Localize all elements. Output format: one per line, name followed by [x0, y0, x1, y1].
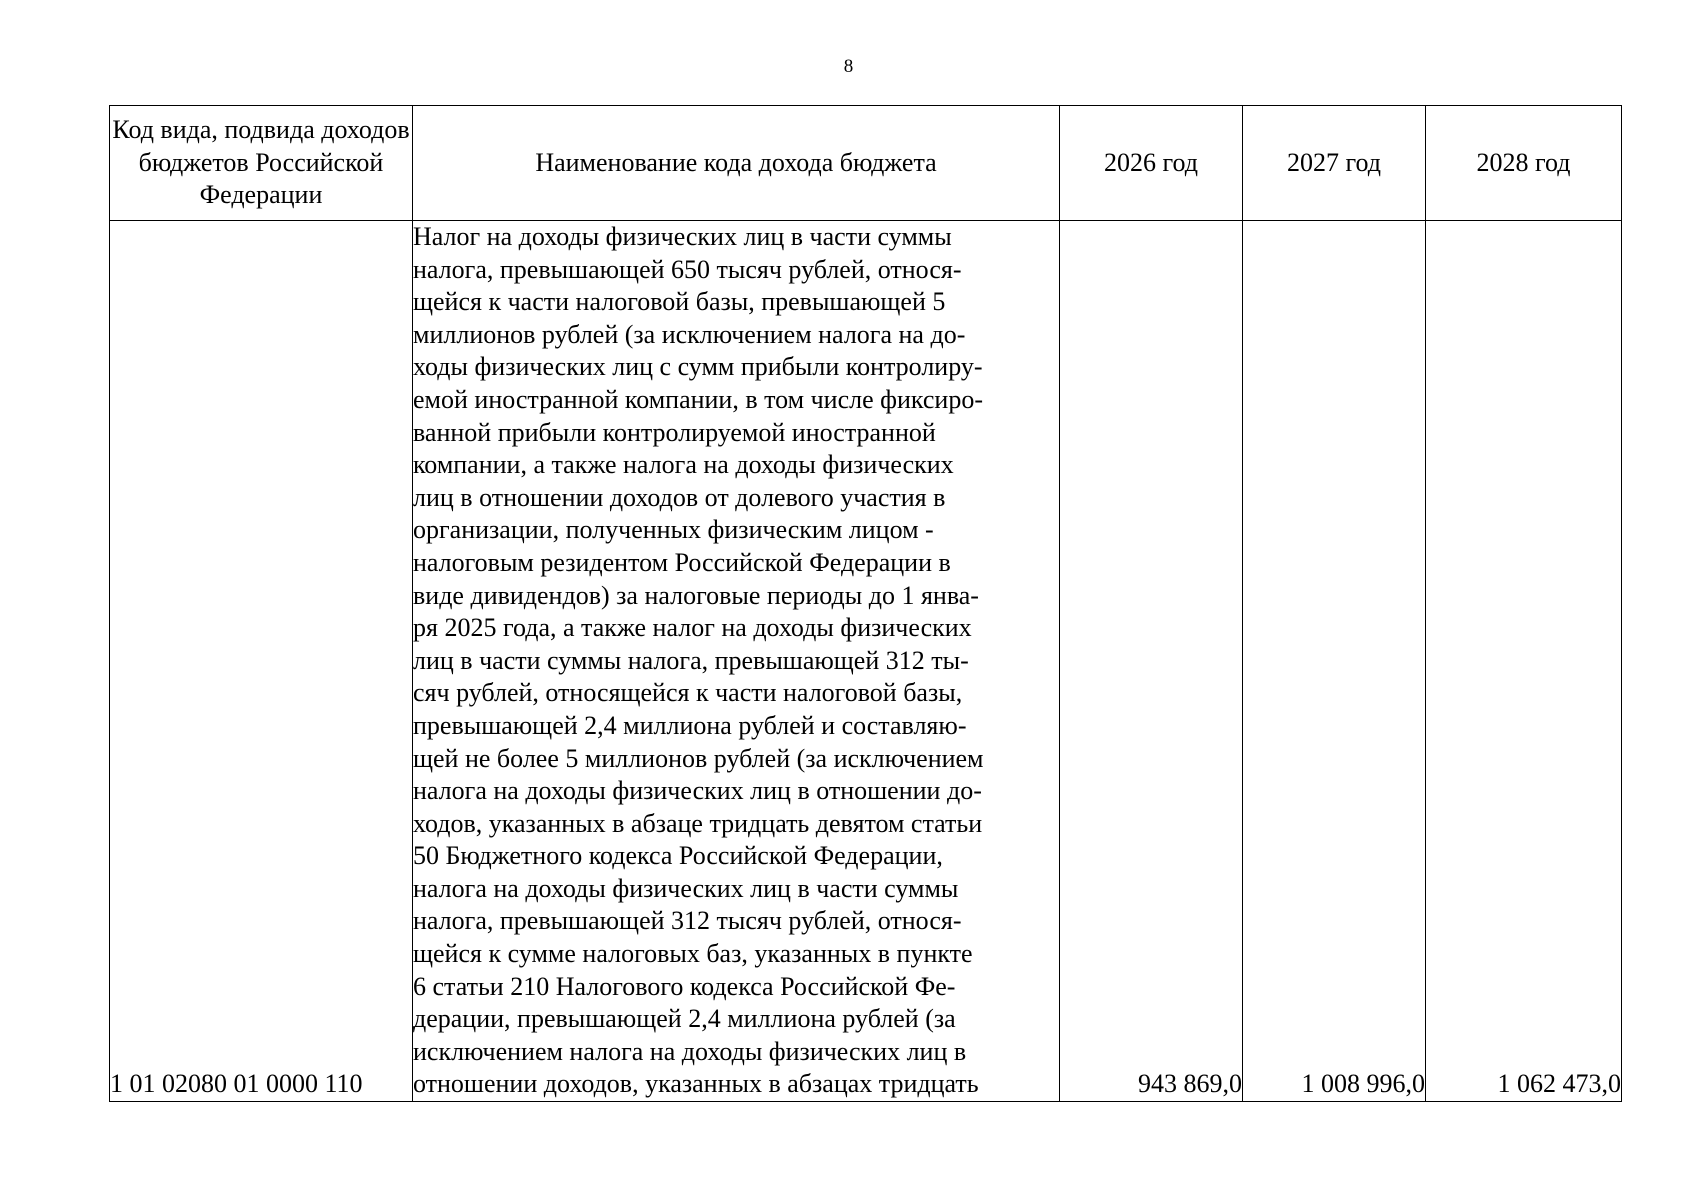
description-line: налога, превышающей 312 тысяч рублей, относя-	[413, 906, 962, 936]
description-line: 50 Бюджетного кодекса Российской Федерации,	[413, 841, 943, 871]
description-line: ходов, указанных в абзаце тридцать девятом статьи	[413, 808, 983, 838]
description-line: превышающей 2,4 миллиона рублей и составляю-	[413, 710, 967, 740]
description-line: компании, а также налога на доходы физических	[413, 450, 954, 480]
description-line: ходы физических лиц с сумм прибыли контролиру-	[413, 352, 983, 382]
description-line: ванной прибыли контролируемой иностранной	[413, 417, 936, 447]
description-line: щей не более 5 миллионов рублей (за исключением	[413, 743, 984, 773]
header-year-2027: 2027 год	[1243, 106, 1426, 221]
description-line: лиц в отношении доходов от долевого участия в	[413, 482, 946, 512]
budget-income-table	[109, 105, 1622, 1102]
description-line: налога, превышающей 650 тысяч рублей, относя-	[413, 254, 962, 284]
table-row	[110, 221, 1622, 1102]
value-2027-cell: 1 008 996,0	[1243, 221, 1426, 1102]
description-line: организации, полученных физическим лицом -	[413, 515, 934, 545]
header-code: Код вида, подвида доходов бюджетов Российской Федерации	[110, 106, 413, 221]
description-line: Налог на доходы физических лиц в части суммы	[413, 222, 952, 251]
value-2028-cell: 1 062 473,0	[1426, 221, 1622, 1102]
description-line: налога на доходы физических лиц в части суммы	[413, 873, 959, 903]
description-line: отношении доходов, указанных в абзацах тридцать	[413, 1069, 979, 1099]
header-year-2026: 2026 год	[1060, 106, 1243, 221]
description-line: исключением налога на доходы физических лиц в	[413, 1036, 967, 1066]
description-line: миллионов рублей (за исключением налога на до-	[413, 319, 966, 349]
description-line: лиц в части суммы налога, превышающей 312 ты-	[413, 645, 969, 675]
description-line: сяч рублей, относящейся к части налоговой базы,	[413, 678, 963, 708]
description-line: дерации, превышающей 2,4 миллиона рублей (за	[413, 1004, 956, 1034]
description-line: емой иностранной компании, в том числе фиксиро-	[413, 384, 984, 414]
description-line: ря 2025 года, а также налог на доходы физических	[413, 613, 972, 643]
description-line: налоговым резидентом Российской Федерации в	[413, 547, 951, 577]
description-line: налога на доходы физических лиц в отношении до-	[413, 776, 982, 806]
income-description-cell	[413, 221, 1060, 1102]
table-header-row	[110, 106, 1622, 221]
header-year-2028: 2028 год	[1426, 106, 1622, 221]
value-2026-cell: 943 869,0	[1060, 221, 1243, 1102]
description-line: виде дивидендов) за налоговые периоды до 1 янва-	[413, 580, 979, 610]
page-number: 8	[843, 56, 854, 77]
description-line: щейся к части налоговой базы, превышающей 5	[413, 287, 946, 317]
description-line: щейся к сумме налоговых баз, указанных в пункте	[413, 939, 973, 969]
description-line: 6 статьи 210 Налогового кодекса Российской Фе-	[413, 971, 956, 1001]
income-code-cell: 1 01 02080 01 0000 110	[110, 221, 413, 1102]
header-name: Наименование кода дохода бюджета	[413, 106, 1060, 221]
